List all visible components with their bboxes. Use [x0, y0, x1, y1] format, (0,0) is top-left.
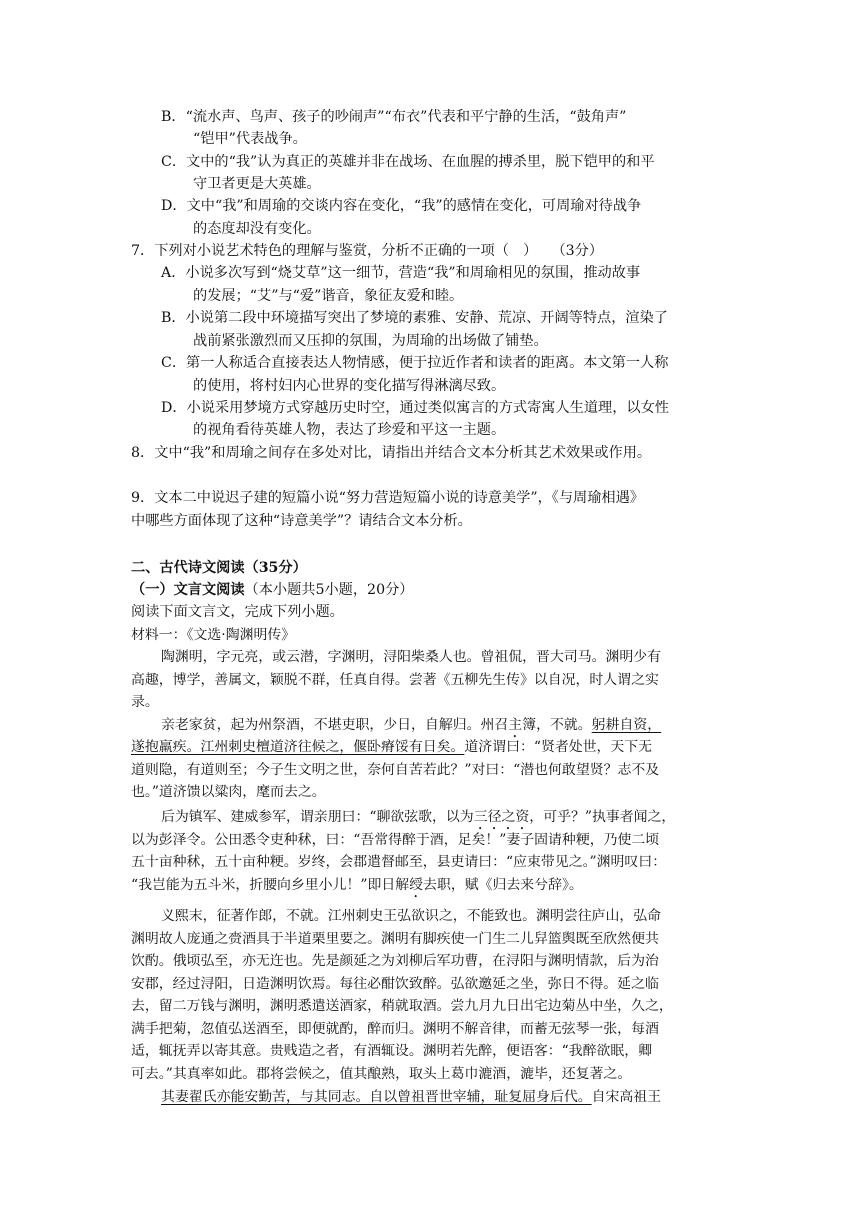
passage-p3-line3: 五十亩种秫，五十亩种粳。岁终，会郡遣督邮至，县吏请曰：“应束带见之。”渊明叹曰： [131, 854, 667, 870]
q6-option-b-line1: B．“流水声、鸟声、孩子的吵闹声”“布衣”代表和平宁静的生活，“鼓角声” [161, 109, 627, 125]
passage-text: 簿，不就。 [522, 717, 592, 733]
passage-p1-line1: 陶渊明，字元亮，或云潜，字渊明，浔阳柴桑人也。曾祖侃，晋大司马。渊明少有 [161, 649, 662, 665]
q7-option-d-line1: D．小说采用梦境方式穿越历史时空，通过类似寓言的方式寄寓人生道理，以女性 [161, 400, 669, 416]
passage-text: “我岂能为五斗米，折腰向乡里小儿！”即日解 [131, 877, 410, 893]
passage-p2-line4: 也。”道济馈以粱肉，麾而去之。 [131, 784, 326, 800]
passage-p5-line1 [161, 1087, 661, 1107]
q7-option-b-line1: B．小说第二段中环境描写突出了梦境的素雅、安静、荒凉、开阔等特点，渲染了 [161, 310, 668, 326]
underlined-sentence: 遂抱羸疾。江州刺史檀道济往候之，偃卧瘠馁有日矣。 [131, 739, 465, 755]
underlined-sentence: 躬耕自资， [591, 717, 662, 733]
dotted-keyword: 绶 [409, 877, 424, 893]
passage-p4-line2: 渊明故人庞通之赍酒具于半道栗里要之。渊明有脚疾使一门生二儿舁篮舆既至欣然便共 [131, 931, 659, 947]
passage-p4-line7: 适，辄抚弄以寄其意。贵贱造之者，有酒辄设。渊明若先醉，便语客：“我醉欲眠，卿 [131, 1043, 653, 1059]
q7-option-c-line1: C．第一人称适合直接表达人物情感，便于拉近作者和读者的距离。本文第一人称 [161, 355, 669, 371]
passage-text: 自宋高祖王 [591, 1089, 662, 1105]
material-title: 材料一：《文选·陶渊明传》 [131, 627, 296, 643]
q7-option-a-line2: 的发展；“艾”与“爱”谐音，象征友爱和睦。 [193, 288, 464, 304]
subsection-title: （一）文言文阅读 [131, 582, 245, 598]
q9-line2: 中哪些方面体现了这种“诗意美学”？请结合文本分析。 [131, 513, 472, 529]
q8-question: 8．文中“我”和周瑜之间存在多处对比，请指出并结合文本分析其艺术效果或作用。 [131, 445, 652, 461]
passage-p4-line5: 去，留二万钱与渊明，渊明悉遣送酒家，稍就取酒。尝九月九日出宅边菊丛中坐，久之， [131, 998, 673, 1014]
subsection-heading [131, 580, 413, 600]
q6-option-d-line1: D．文中“我”和周瑜的交谈内容在变化，“我”的感情在变化，可周瑜对待战争 [161, 198, 642, 214]
q6-option-d-line2: 的态度却没有变化。 [193, 221, 321, 237]
passage-text: 去职，赋《归去来兮辞》。 [423, 877, 583, 893]
dotted-keyword: 三径之资 [473, 809, 530, 825]
passage-p2-line2 [131, 737, 652, 757]
passage-text: 道济谓曰：“贤者处世，天下无 [464, 739, 653, 755]
q6-option-c-line2: 守卫者更是大英雄。 [193, 176, 321, 192]
passage-p1-line3: 录。 [131, 694, 159, 710]
passage-p2-line3: 道则隐，有道则至；今子生文明之世，奈何自苦若此？”对曰：“潜也何敢望贤？志不及 [131, 762, 660, 778]
passage-p4-line1: 义熙末，征著作郎，不就。江州刺史王弘欲识之，不能致也。渊明尝往庐山，弘命 [161, 908, 662, 924]
passage-p1-line2: 高趣，博学，善属文，颖脱不群，任真自得。尝著《五柳先生传》以自况，时人谓之实 [131, 672, 659, 688]
passage-text: ，可乎？”执事者闻之， [529, 809, 676, 825]
passage-text: 后为镇军、建威参军，谓亲朋曰：“聊欲弦歌，以为 [161, 809, 474, 825]
q7-stem: 7．下列对小说艺术特色的理解与鉴赏，分析不正确的一项（ ） （3分） [131, 243, 604, 259]
q7-option-d-line2: 的视角看待英雄人物，表达了珍爱和平这一主题。 [193, 422, 506, 438]
passage-p4-line4: 安郡，经过浔阳，日造渊明饮焉。每往必酣饮致醉。弘欲邀延之坐，弥日不得。延之临 [131, 976, 659, 992]
passage-p4-line6: 满手把菊，忽值弘送酒至，即便就酌，醉而归。渊明不解音律，而蓄无弦琴一张，每酒 [131, 1021, 659, 1037]
q7-option-b-line2: 战前紧张激烈而又压抑的氛围，为周瑜的出场做了铺垫。 [193, 333, 548, 349]
passage-p3-line2: 以为彭泽令。公田悉令吏种秫，曰：“吾常得醉于酒，足矣！”妻子固请种粳，乃使二顷 [131, 832, 660, 848]
underlined-sentence: 其妻翟氏亦能安勤苦，与其同志。自以曾祖晋世宰辅，耻复屈身后代。 [161, 1089, 592, 1105]
q6-option-c-line1: C．文中的“我”认为真正的英雄并非在战场、在血腥的搏杀里，脱下铠甲的和平 [161, 154, 655, 170]
passage-p3-line4 [131, 875, 583, 901]
subsection-score-note: （本小题共5小题，20分） [244, 582, 414, 598]
passage-p4-line3: 饮酌。俄顷弘至，亦无迕也。先是颜延之为刘柳后军功曹，在浔阳与渊明情款，后为治 [131, 953, 659, 969]
passage-p4-line8: 可去。”其真率如此。郡将尝候之，值其酿熟，取头上葛巾漉酒，漉毕，还复著之。 [131, 1066, 632, 1082]
passage-text: 亲老家贫，起为州祭酒，不堪吏职，少日，自解归。州召 [161, 717, 509, 733]
q7-option-a-line1: A．小说多次写到“烧艾草”这一细节，营造“我”和周瑜相见的氛围，推动故事 [161, 265, 641, 281]
section-title: 二、古代诗文阅读（35分） [131, 560, 307, 576]
q7-option-c-line2: 的使用，将村妇内心世界的变化描写得淋漓尽致。 [193, 378, 506, 394]
q9-line1: 9．文本二中说迟子建的短篇小说“努力营造短篇小说的诗意美学”，《与周瑜相遇》 [131, 490, 644, 506]
q6-option-b-line2: “铠甲”代表战争。 [193, 131, 307, 147]
reading-instruction: 阅读下面文言文，完成下列小题。 [131, 604, 344, 620]
dotted-keyword: 主 [508, 717, 523, 733]
